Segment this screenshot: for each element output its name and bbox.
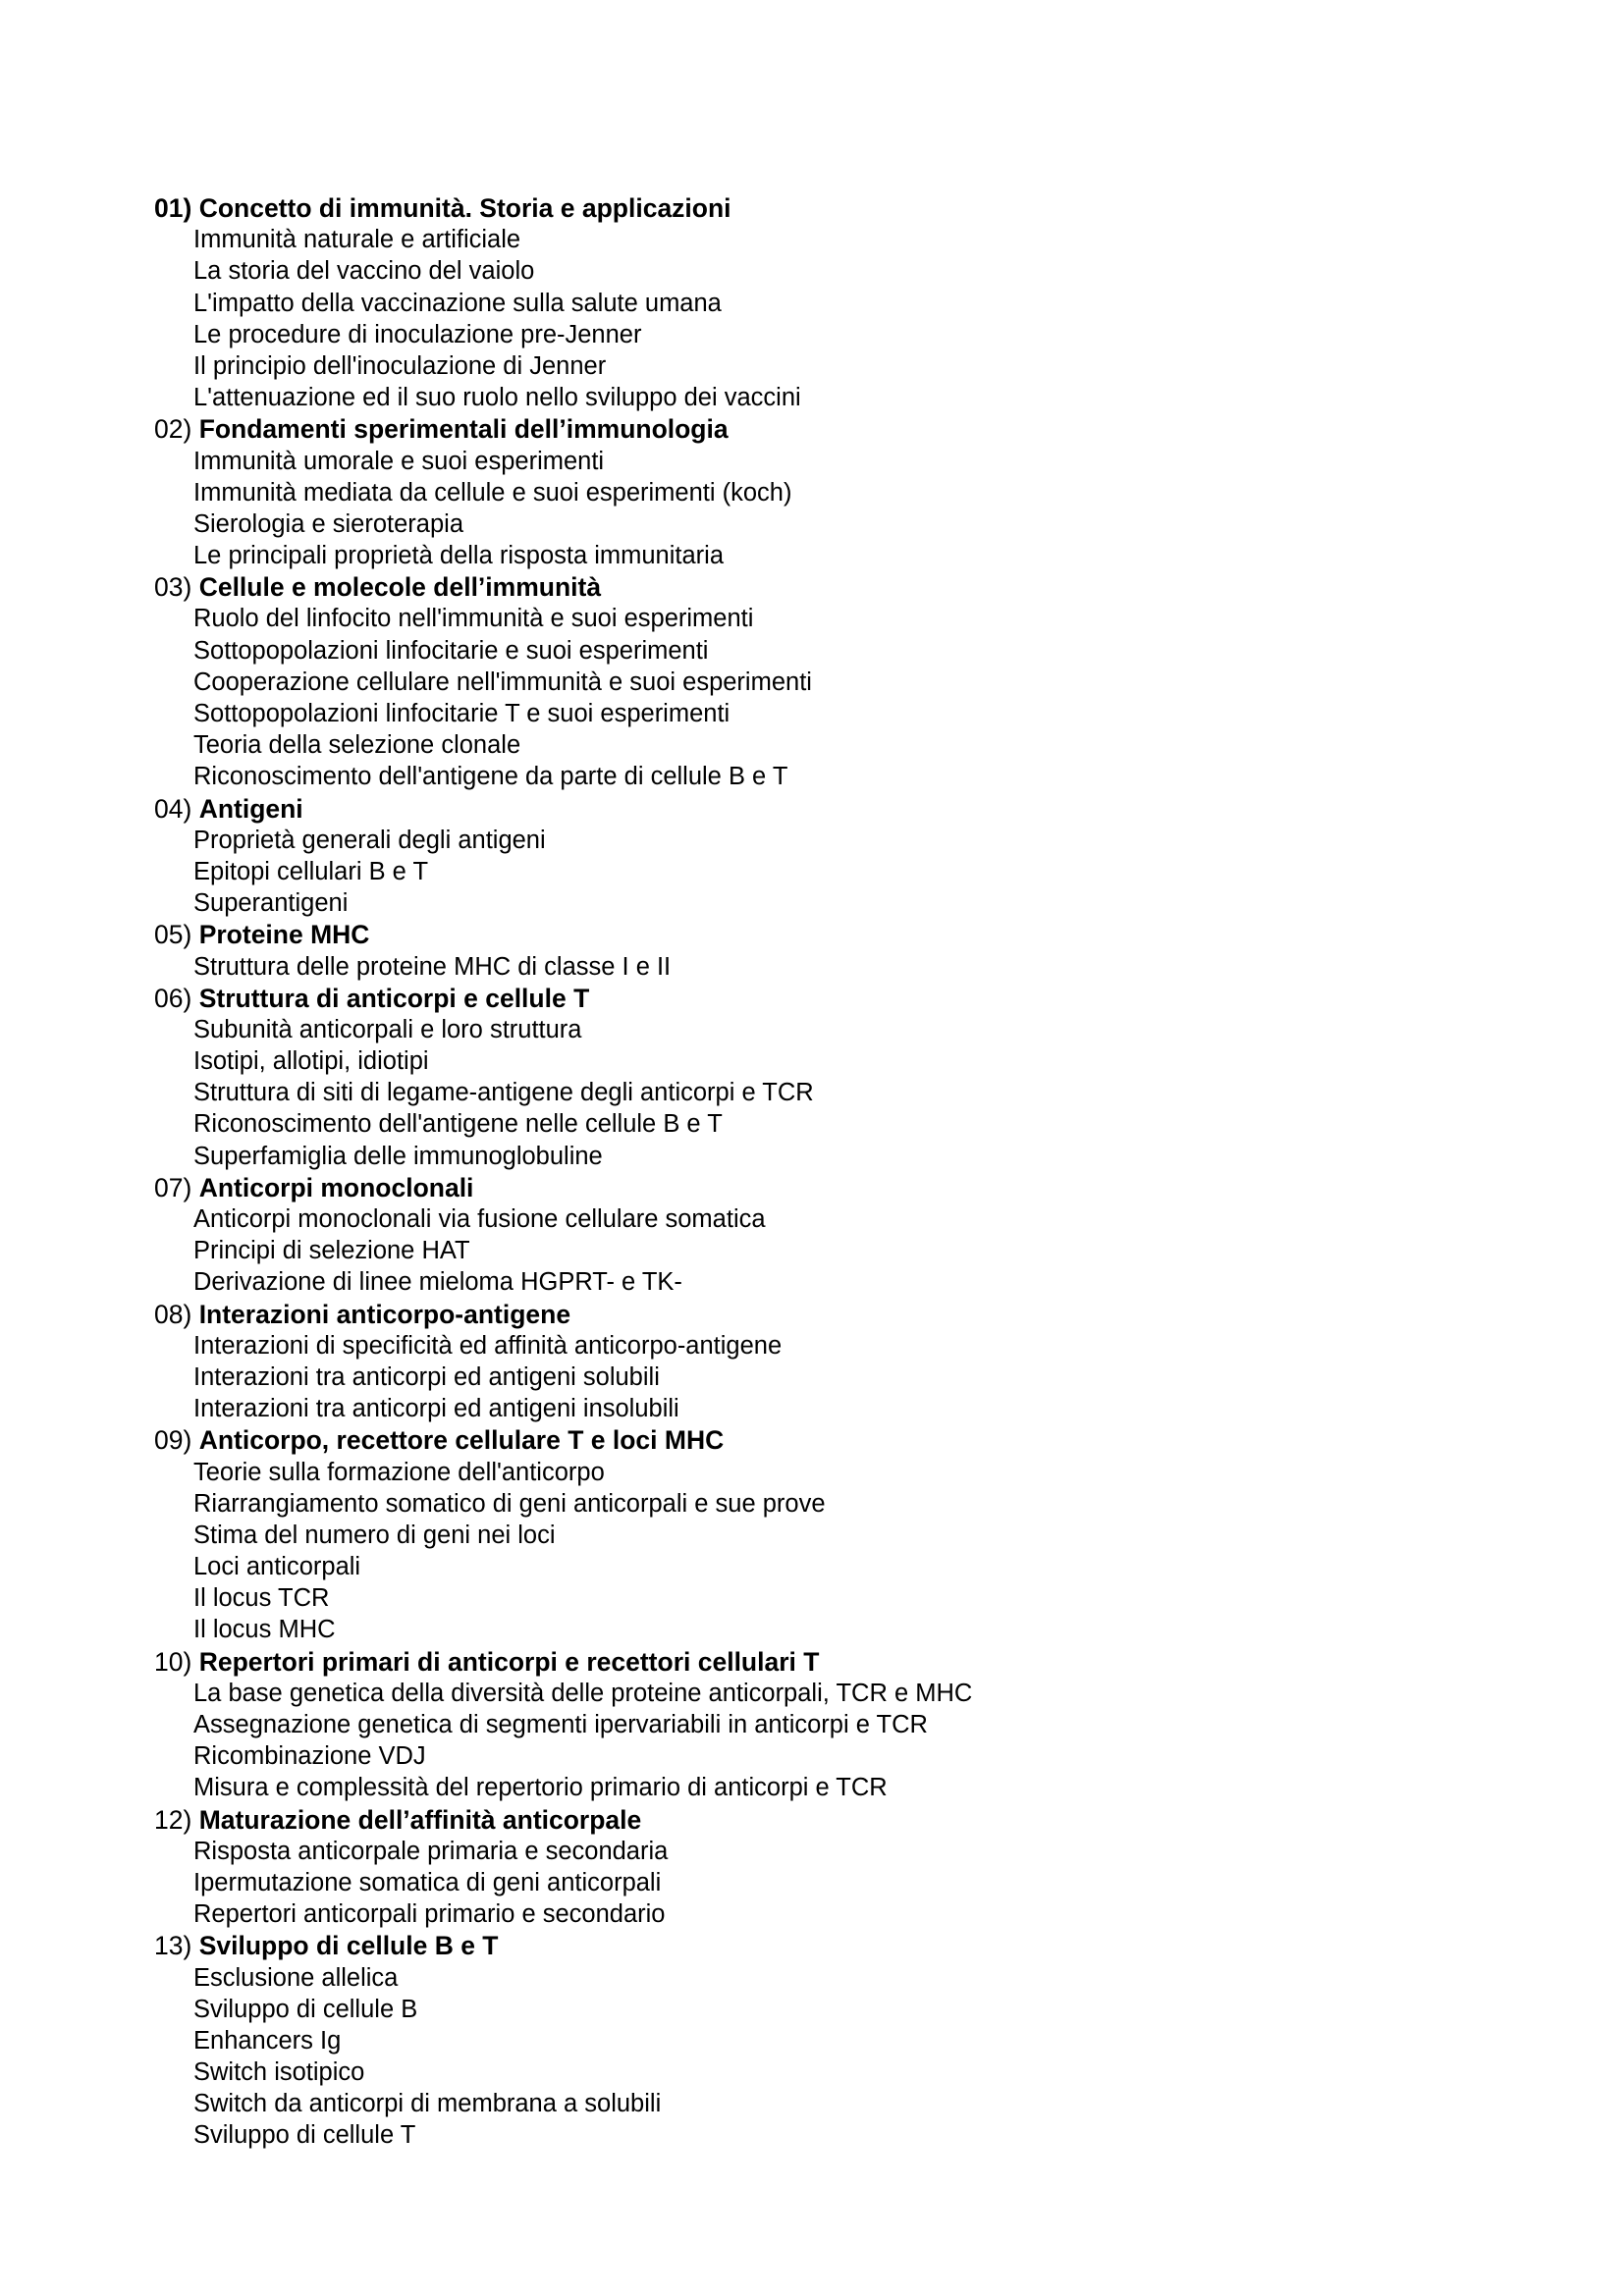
topic-item: Interazioni tra anticorpi ed antigeni solubili	[193, 1362, 660, 1391]
topic-item: Il locus MHC	[193, 1616, 336, 1644]
topic-item: Enhancers Ig	[193, 2026, 342, 2055]
topic-item: Ruolo del linfocito nell'immunità e suoi esperimenti	[193, 605, 754, 633]
section-title: Anticorpo, recettore cellulare T e loci MHC	[198, 1425, 725, 1456]
topic-list	[154, 951, 1529, 983]
topic-list	[154, 1836, 1529, 1931]
topic-list	[154, 1678, 1529, 1804]
section-number: 07)	[154, 1172, 192, 1202]
topic-item: Isotipi, allotipi, idiotipi	[193, 1047, 429, 1076]
section-title: Antigeni	[198, 793, 303, 824]
section-number: 12)	[154, 1804, 192, 1835]
topic-item: Interazioni tra anticorpi ed antigeni insolubili	[193, 1395, 679, 1423]
topic-item: Derivazione di linee mieloma HGPRT- e TK-	[193, 1268, 682, 1297]
topic-item: Switch isotipico	[193, 2058, 365, 2087]
topic-item: Interazioni di specificità ed affinità anticorpo-antigene	[193, 1331, 783, 1360]
section-title: Maturazione dell’affinità anticorpale	[198, 1804, 642, 1835]
topic-list	[154, 1962, 1529, 2152]
topic-list	[154, 1203, 1529, 1299]
outline-section	[154, 1299, 1529, 1425]
section-heading	[154, 1930, 1529, 1961]
topic-item: Immunità naturale e artificiale	[193, 226, 521, 254]
outline-section	[154, 1424, 1529, 1645]
outline-section	[154, 571, 1529, 792]
topic-item: Immunità mediata da cellule e suoi esperimenti (koch)	[193, 478, 792, 507]
section-title: Proteine MHC	[198, 920, 370, 950]
topic-item: Epitopi cellulari B e T	[193, 857, 429, 885]
topic-item: Stima del numero di geni nei loci	[193, 1521, 556, 1549]
topic-item: Sottopopolazioni linfocitarie T e suoi esperimenti	[193, 700, 730, 727]
section-title: Fondamenti sperimentali dell’immunologia	[198, 414, 729, 445]
topic-item: Proprietà generali degli antigeni	[193, 826, 546, 854]
section-title: Repertori primari di anticorpi e recettori cellulari T	[198, 1646, 820, 1677]
course-outline	[154, 192, 1529, 2152]
topic-list	[154, 446, 1529, 572]
topic-item: Le principali proprietà della risposta immunitaria	[193, 542, 725, 570]
section-heading	[154, 1172, 1529, 1203]
topic-list	[154, 224, 1529, 413]
topic-item: Riconoscimento dell'antigene nelle cellule B e T	[193, 1110, 723, 1139]
topic-item: Assegnazione genetica di segmenti ipervariabili in anticorpi e TCR	[193, 1711, 928, 1738]
section-number: 05)	[154, 920, 192, 950]
topic-item: Misura e complessità del repertorio primario di anticorpi e TCR	[193, 1774, 888, 1802]
topic-item: Struttura di siti di legame-antigene degli anticorpi e TCR	[193, 1079, 814, 1107]
outline-section	[154, 413, 1529, 571]
topic-item: Sierologia e sieroterapia	[193, 509, 463, 538]
section-number: 10)	[154, 1646, 192, 1677]
outline-section	[154, 983, 1529, 1172]
topic-item: Anticorpi monoclonali via fusione cellulare somatica	[193, 1205, 766, 1233]
section-number: 04)	[154, 793, 192, 824]
topic-item: Riconoscimento dell'antigene da parte di cellule B e T	[193, 763, 788, 791]
section-title: Interazioni anticorpo-antigene	[198, 1299, 571, 1329]
topic-item: Repertori anticorpali primario e secondario	[193, 1900, 666, 1929]
section-heading	[154, 192, 1529, 224]
topic-item: La storia del vaccino del vaiolo	[193, 257, 535, 286]
topic-list	[154, 825, 1529, 920]
topic-item: Loci anticorpali	[193, 1553, 361, 1581]
section-number: 08)	[154, 1299, 192, 1329]
section-heading	[154, 1646, 1529, 1678]
outline-section	[154, 1172, 1529, 1299]
topic-list	[154, 1330, 1529, 1425]
section-heading	[154, 919, 1529, 950]
section-heading	[154, 1299, 1529, 1330]
topic-item: Principi di selezione HAT	[193, 1237, 470, 1265]
section-heading	[154, 1804, 1529, 1836]
topic-item: Switch da anticorpi di membrana a solubili	[193, 2090, 662, 2118]
section-title: Sviluppo di cellule B e T	[198, 1931, 499, 1961]
section-title: Anticorpi monoclonali	[198, 1172, 474, 1202]
section-heading	[154, 571, 1529, 603]
topic-list	[154, 1014, 1529, 1172]
outline-section	[154, 192, 1529, 413]
section-number: 06)	[154, 983, 192, 1013]
section-title: Cellule e molecole dell’immunità	[198, 572, 602, 603]
topic-item: Immunità umorale e suoi esperimenti	[193, 447, 605, 475]
topic-item: L'attenuazione ed il suo ruolo nello sviluppo dei vaccini	[193, 384, 801, 412]
topic-item: La base genetica della diversità delle proteine anticorpali, TCR e MHC	[193, 1679, 973, 1707]
topic-item: Teoria della selezione clonale	[193, 731, 521, 760]
outline-section	[154, 793, 1529, 920]
section-number: 09)	[154, 1425, 192, 1456]
topic-item: Esclusione allelica	[193, 1963, 399, 1992]
topic-item: Riarrangiamento somatico di geni anticorpali e sue prove	[193, 1489, 826, 1518]
topic-item: L'impatto della vaccinazione sulla salute umana	[193, 289, 722, 317]
topic-item: Sottopopolazioni linfocitarie e suoi esperimenti	[193, 636, 709, 665]
section-number: 03)	[154, 572, 192, 603]
topic-item: Risposta anticorpale primaria e secondaria	[193, 1837, 669, 1865]
topic-item: Subunità anticorpali e loro struttura	[193, 1015, 582, 1043]
topic-list	[154, 603, 1529, 792]
section-number: 02)	[154, 414, 192, 445]
outline-section	[154, 1804, 1529, 1931]
topic-item: Superantigeni	[193, 889, 349, 918]
section-heading	[154, 413, 1529, 445]
topic-item: Cooperazione cellulare nell'immunità e suoi esperimenti	[193, 667, 812, 696]
section-heading	[154, 1424, 1529, 1456]
topic-item: Il locus TCR	[193, 1584, 330, 1613]
topic-item: Sviluppo di cellule T	[193, 2121, 416, 2150]
outline-section	[154, 919, 1529, 982]
topic-item: Teorie sulla formazione dell'anticorpo	[193, 1458, 605, 1486]
outline-section	[154, 1930, 1529, 2151]
section-heading	[154, 793, 1529, 825]
topic-item: Ipermutazione somatica di geni anticorpali	[193, 1868, 662, 1896]
section-title: Concetto di immunità. Storia e applicazioni	[198, 193, 731, 223]
topic-item: Ricombinazione VDJ	[193, 1742, 426, 1771]
section-number: 01)	[154, 193, 192, 223]
section-title: Struttura di anticorpi e cellule T	[198, 983, 590, 1013]
topic-list	[154, 1457, 1529, 1646]
topic-item: Il principio dell'inoculazione di Jenner	[193, 351, 607, 380]
topic-item: Struttura delle proteine MHC di classe I e II	[193, 952, 672, 981]
topic-item: Superfamiglia delle immunoglobuline	[193, 1142, 603, 1170]
outline-section	[154, 1646, 1529, 1804]
section-number: 13)	[154, 1931, 192, 1961]
section-heading	[154, 983, 1529, 1014]
topic-item: Le procedure di inoculazione pre-Jenner	[193, 320, 642, 348]
topic-item: Sviluppo di cellule B	[193, 1995, 418, 2023]
